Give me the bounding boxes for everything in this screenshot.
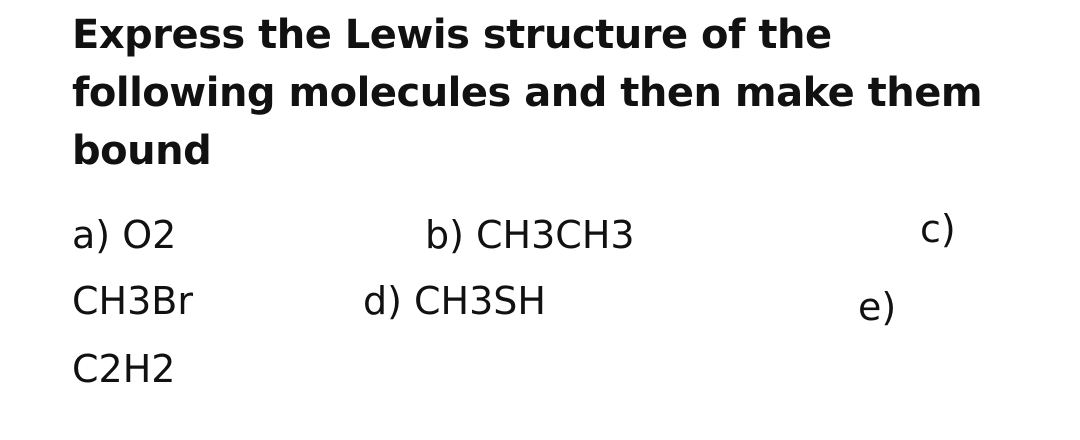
- question-line-1: Express the Lewis structure of the: [72, 12, 832, 58]
- option-c: c): [920, 207, 956, 251]
- question-text: [72, 6, 992, 180]
- question-line-2: following molecules and then make them: [72, 70, 983, 116]
- option-a: a) O2: [72, 213, 177, 257]
- option-b: b) CH3CH3: [425, 213, 635, 257]
- option-e: e): [858, 285, 897, 329]
- option-c2h2: C2H2: [72, 347, 176, 391]
- option-ch3br: CH3Br: [72, 279, 193, 323]
- option-d: d) CH3SH: [363, 279, 547, 323]
- question-line-3: bound: [72, 128, 212, 174]
